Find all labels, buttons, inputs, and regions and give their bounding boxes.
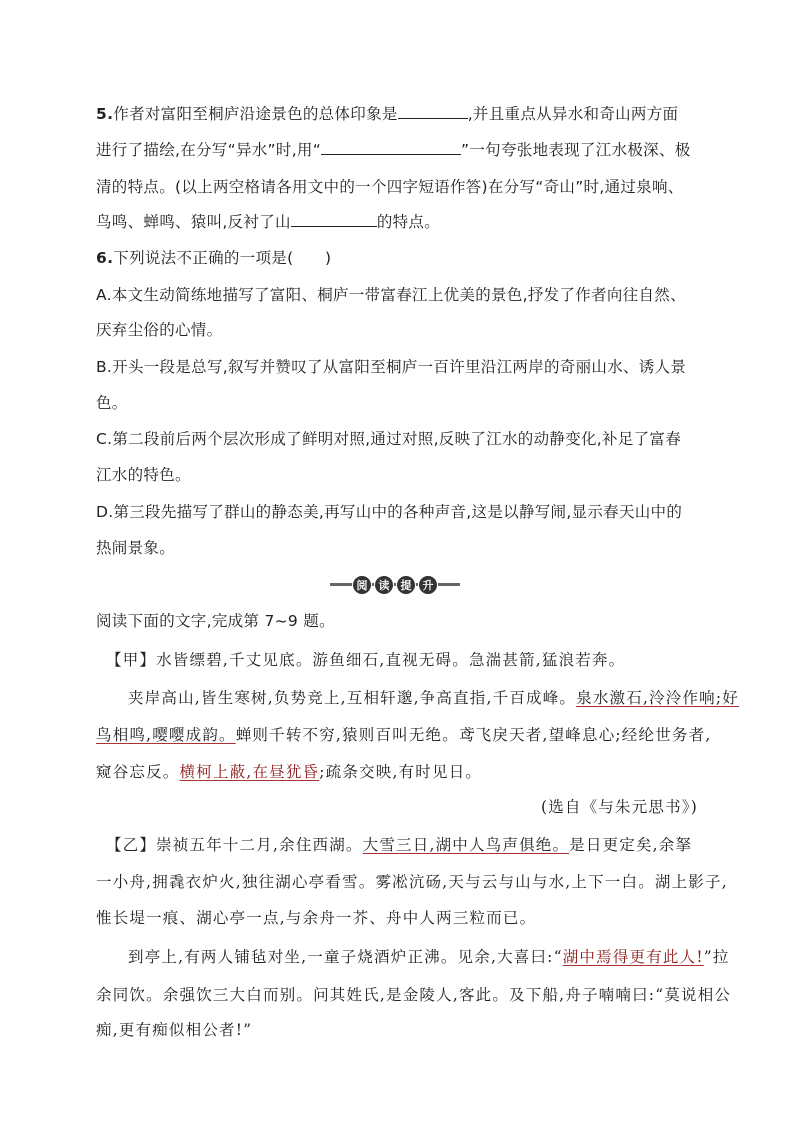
q6-option-c-line-1[interactable]: C.第二段前后两个层次形成了鲜明对照,通过对照,反映了江水的动静变化,补足了富春: [96, 430, 682, 448]
q6-option-d-line-1[interactable]: D.第三段先描写了群山的静态美,再写山中的各种声音,这是以静写闹,显示春天山中的: [96, 503, 683, 521]
jia-line-2: 夹岸高山,皆生寒树,负势竞上,互相轩邈,争高直指,千百成峰。泉水激石,泠泠作响;好: [128, 689, 739, 707]
q5-blank-1[interactable]: [398, 104, 468, 119]
q6-option-c-line-2[interactable]: 江水的特色。: [96, 466, 191, 484]
q5-line-4: 鸟鸣、蝉鸣、猿叫,反衬了山 的特点。: [96, 213, 441, 231]
q5-line-3: 清的特点。(以上两空格请各用文中的一个四字短语作答)在分写“奇山”时,通过泉响、: [96, 178, 684, 196]
yi-line-3: 惟长堤一痕、湖心亭一点,与余舟一芥、舟中人两三粒而已。: [96, 909, 537, 927]
jia-underline-1b: 鸟相鸣,嘤嘤成韵。: [96, 726, 236, 744]
jia-underline-2: 横柯上蔽,在昼犹昏: [179, 763, 320, 781]
q5-blank-2[interactable]: [321, 140, 461, 155]
yi-underline-2: 湖中焉得更有此人!: [562, 948, 704, 966]
yi-line-6: 痴,更有痴似相公者!”: [96, 1021, 253, 1039]
q6-option-b-line-1[interactable]: B.开头一段是总写,叙写并赞叹了从富阳至桐庐一百许里沿江两岸的奇丽山水、诱人景: [96, 358, 687, 376]
q5-blank-3[interactable]: [291, 212, 377, 227]
section-banner-reading: [330, 576, 460, 594]
banner-char-1: 阅: [352, 575, 372, 595]
reading-intro: 阅读下面的文字,完成第 7~9 题。: [96, 612, 335, 630]
yi-line-5: 余同饮。余强饮三大白而别。问其姓氏,是金陵人,客此。及下船,舟子喃喃曰:“莫说相公: [96, 986, 732, 1004]
yi-line-2: 一小舟,拥毳衣炉火,独往湖心亭看雪。雾凇沆砀,天与云与山与水,上下一白。湖上影子,: [96, 873, 728, 891]
yi-line-1: 【乙】崇祯五年十二月,余住西湖。大雪三日,湖中人鸟声俱绝。是日更定矣,余拏: [106, 836, 693, 854]
q6-option-b-line-2[interactable]: 色。: [96, 394, 128, 412]
banner-char-4: 升: [418, 575, 438, 595]
q6-stem: 6.下列说法不正确的一项是( ): [96, 249, 332, 267]
jia-line-3: 鸟相鸣,嘤嘤成韵。蝉则千转不穷,猿则百叫无绝。鸢飞戾天者,望峰息心;经纶世务者,: [96, 726, 712, 744]
q5-line-2: 进行了描绘,在分写“异水”时,用“ ”一句夸张地表现了江水极深、极: [96, 141, 691, 159]
jia-source: (选自《与朱元思书》): [540, 798, 698, 816]
q6-option-a-line-2[interactable]: 厌弃尘俗的心情。: [96, 321, 223, 339]
banner-char-2: 读: [374, 575, 394, 595]
banner-chars: [352, 575, 438, 595]
q6-option-a-line-1[interactable]: A.本文生动简练地描写了富阳、桐庐一带富春江上优美的景色,抒发了作者向往自然、: [96, 286, 686, 304]
banner-char-3: 提: [396, 575, 416, 595]
q5-line-1: 5.作者对富阳至桐庐沿途景色的总体印象是 ,并且重点从异水和奇山两方面: [96, 105, 679, 123]
yi-underline-1: 大雪三日,湖中人鸟声俱绝。: [362, 836, 570, 854]
q6-number: 6.: [96, 249, 114, 267]
jia-line-1: 【甲】水皆缥碧,千丈见底。游鱼细石,直视无碍。急湍甚箭,猛浪若奔。: [106, 651, 626, 669]
q6-option-d-line-2[interactable]: 热闹景象。: [96, 539, 176, 557]
yi-line-4: 到亭上,有两人铺毡对坐,一童子烧酒炉正沸。见余,大喜曰:“湖中焉得更有此人!”拉: [128, 948, 730, 966]
jia-underline-1a: 泉水激石,泠泠作响;好: [576, 689, 739, 707]
jia-line-4: 窥谷忘反。横柯上蔽,在昼犹昏;疏条交映,有时见日。: [96, 763, 483, 781]
q5-number: 5.: [96, 105, 114, 123]
